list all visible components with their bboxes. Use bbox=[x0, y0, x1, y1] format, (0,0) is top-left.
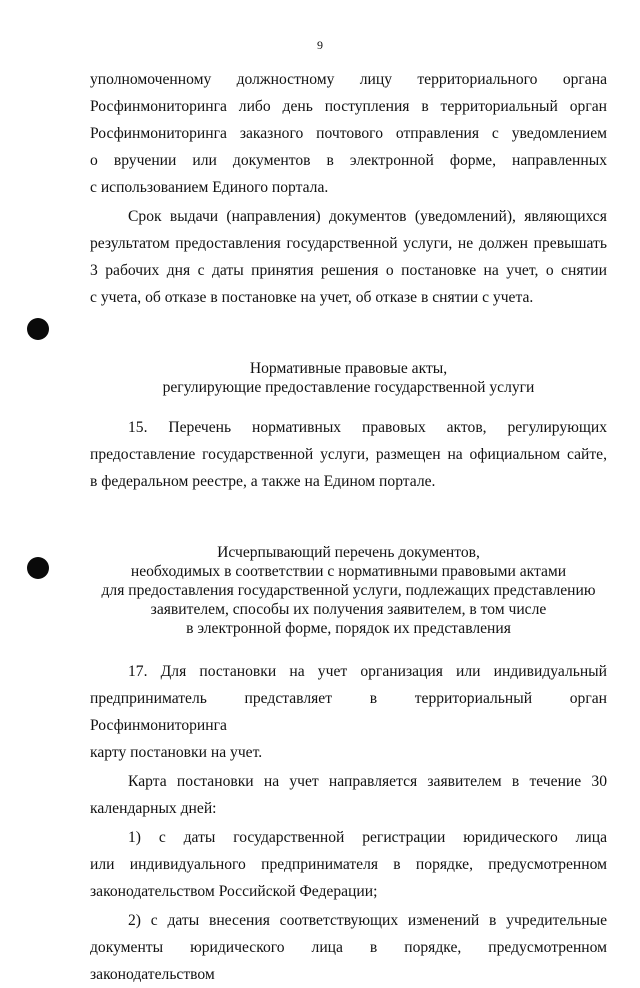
section-heading-legal-acts bbox=[90, 359, 607, 397]
text-line: Срок выдачи (направления) документов (уведомлений), являющихся bbox=[128, 208, 607, 225]
page-number: 9 bbox=[317, 38, 323, 52]
heading-line: необходимых в соответствии с нормативными правовыми актами bbox=[130, 563, 567, 580]
text-line: 1) с даты государственной регистрации юридического лица bbox=[128, 829, 607, 846]
section-heading-documents bbox=[90, 543, 607, 638]
text-line: 15. Перечень нормативных правовых актов, регулирующих bbox=[128, 419, 607, 436]
text-line: законодательством Российской Федерации; bbox=[90, 883, 378, 900]
paragraph-card-deadline bbox=[90, 768, 607, 822]
text-line: 17. Для постановки на учет организация или индивидуальный bbox=[128, 663, 607, 680]
heading-line: заявителем, способы их получения заявителем, в том числе bbox=[150, 601, 547, 618]
paragraph-item-15 bbox=[90, 414, 607, 495]
text-line: предоставление государственной услуги, размещен на официальном сайте, bbox=[90, 446, 607, 463]
text-line: Росфинмониторинга либо день поступления в территориальный орган bbox=[90, 98, 607, 115]
heading-line: регулирующие предоставление государственной услуги bbox=[162, 379, 535, 396]
paragraph-item-17 bbox=[90, 658, 607, 766]
paragraph-subitem-1 bbox=[90, 824, 607, 905]
text-line: с использованием Единого портала. bbox=[90, 179, 329, 196]
punch-hole-top bbox=[27, 318, 49, 340]
heading-line: Исчерпывающий перечень документов, bbox=[217, 544, 480, 561]
paragraph-subitem-2 bbox=[90, 907, 607, 988]
document-body bbox=[90, 66, 607, 988]
text-line: предприниматель представляет в территориальный орган Росфинмониторинга bbox=[90, 690, 607, 734]
text-line: или индивидуального предпринимателя в порядке, предусмотренном bbox=[90, 856, 607, 873]
paragraph-issue-deadline bbox=[90, 203, 607, 311]
heading-line: в электронной форме, порядок их представления bbox=[186, 620, 511, 637]
text-line: 2) с даты внесения соответствующих изменений в учредительные bbox=[128, 912, 607, 929]
text-line: документы юридического лица в порядке, предусмотренном законодательством bbox=[90, 939, 607, 983]
text-line: Росфинмониторинга заказного почтового отправления с уведомлением bbox=[90, 125, 607, 142]
text-line: о вручении или документов в электронной форме, направленных bbox=[90, 152, 607, 169]
heading-line: Нормативные правовые акты, bbox=[249, 360, 448, 377]
text-line: результатом предоставления государственной услуги, не должен превышать bbox=[90, 235, 607, 252]
paragraph-continuation bbox=[90, 66, 607, 201]
text-line: 3 рабочих дня с даты принятия решения о постановке на учет, о снятии bbox=[90, 262, 607, 279]
text-line: Карта постановки на учет направляется заявителем в течение 30 bbox=[128, 773, 607, 790]
heading-line: для предоставления государственной услуги, подлежащих представлению bbox=[101, 582, 596, 599]
text-line: с учета, об отказе в постановке на учет, об отказе в снятии с учета. bbox=[90, 289, 534, 306]
text-line: карту постановки на учет. bbox=[90, 744, 263, 761]
text-line: в федеральном реестре, а также на Едином портале. bbox=[90, 473, 436, 490]
text-line: уполномоченному должностному лицу территориального органа bbox=[90, 71, 607, 88]
text-line: календарных дней: bbox=[90, 800, 217, 817]
punch-hole-bottom bbox=[27, 557, 49, 579]
